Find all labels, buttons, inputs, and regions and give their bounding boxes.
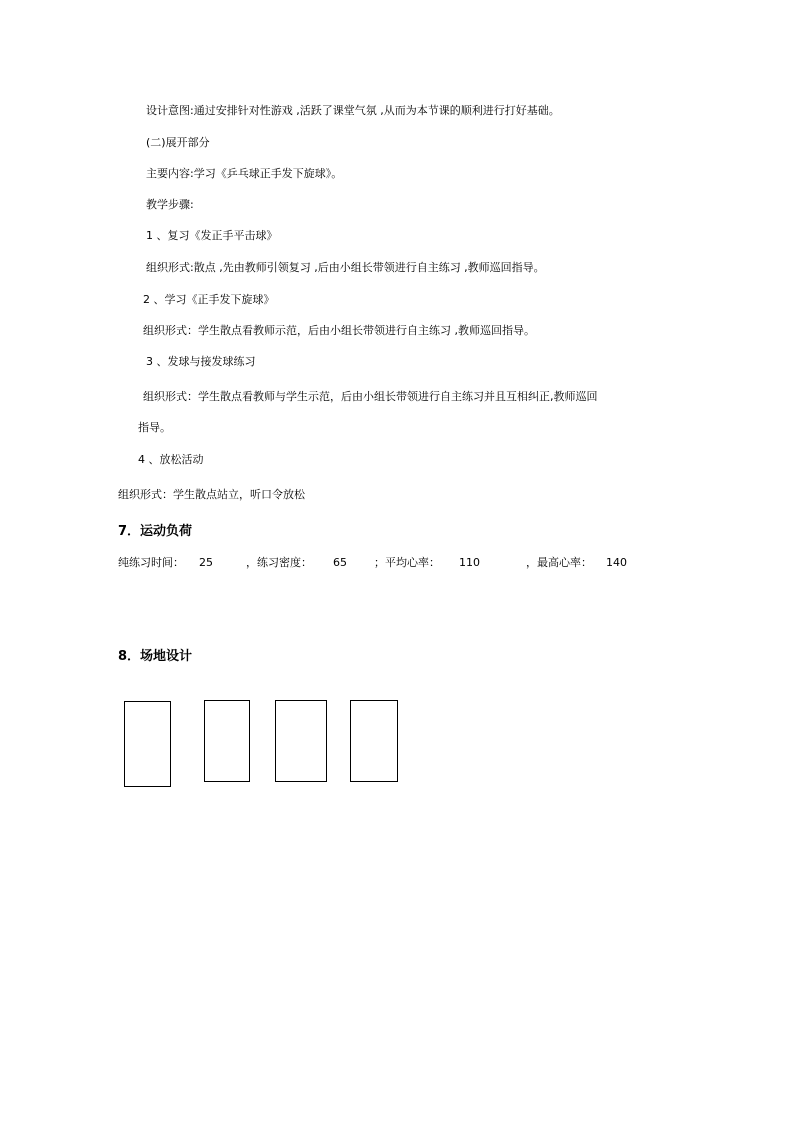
court-rectangle bbox=[124, 701, 171, 787]
step3-organization-line1: 组织形式：学生散点看教师与学生示范，后由小组长带领进行自主练习并且互相纠正,教师巡回 bbox=[143, 390, 598, 403]
practice-time-value: 25 bbox=[199, 556, 213, 569]
section7-heading: 7．运动负荷 bbox=[118, 524, 193, 539]
step1-title: 1 、复习《发正手平击球》 bbox=[146, 229, 278, 242]
step3-organization-line2: 指导。 bbox=[138, 421, 171, 434]
step3-title: 3 、发球与接发球练习 bbox=[146, 355, 256, 368]
max-heart-rate-value: 140 bbox=[606, 556, 627, 569]
step1-organization: 组织形式:散点 ,先由教师引领复习 ,后由小组长带领进行自主练习 ,教师巡回指导。 bbox=[146, 261, 545, 274]
section-two-heading: (二)展开部分 bbox=[146, 136, 210, 149]
practice-density-value: 65 bbox=[333, 556, 347, 569]
court-rectangle bbox=[204, 700, 250, 782]
court-rectangle bbox=[350, 700, 398, 782]
max-heart-rate-label: ，最高心率： bbox=[526, 556, 592, 569]
average-heart-rate-value: 110 bbox=[459, 556, 480, 569]
court-rectangle bbox=[275, 700, 327, 782]
practice-density-label: ，练习密度： bbox=[246, 556, 312, 569]
step2-title: 2 、学习《正手发下旋球》 bbox=[143, 293, 275, 306]
teaching-steps-label: 教学步骤: bbox=[146, 198, 194, 211]
design-intent-paragraph: 设计意图:通过安排针对性游戏 ,活跃了课堂气氛 ,从而为本节课的顺利进行打好基础。 bbox=[146, 104, 560, 117]
practice-time-label: 纯练习时间： bbox=[118, 556, 184, 569]
main-content-paragraph: 主要内容:学习《乒乓球正手发下旋球》。 bbox=[146, 167, 343, 180]
step4-title: 4 、放松活动 bbox=[138, 453, 204, 466]
step4-organization: 组织形式：学生散点站立，听口令放松 bbox=[118, 488, 305, 501]
average-heart-rate-label: ；平均心率： bbox=[374, 556, 440, 569]
step2-organization: 组织形式：学生散点看教师示范，后由小组长带领进行自主练习 ,教师巡回指导。 bbox=[143, 324, 535, 337]
section8-heading: 8．场地设计 bbox=[118, 649, 193, 664]
